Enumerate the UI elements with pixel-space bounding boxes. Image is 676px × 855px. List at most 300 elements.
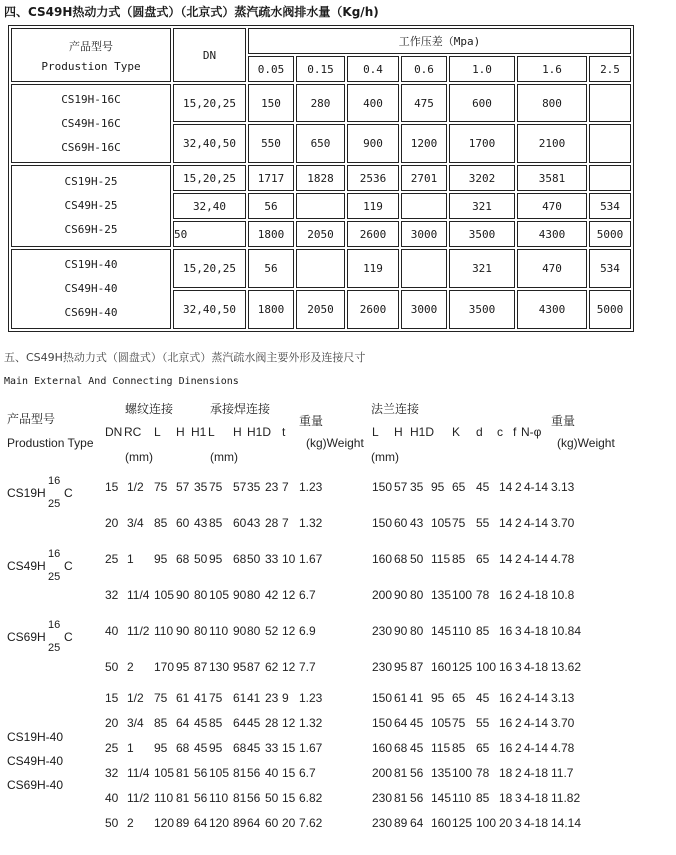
dim-value: 16: [499, 588, 513, 602]
dim-value: 52: [265, 624, 279, 638]
dim-value: 1: [127, 552, 134, 566]
capacity-value: 600: [449, 84, 515, 122]
capacity-value: 4300: [517, 221, 587, 247]
dn-cell: 50: [173, 221, 246, 247]
dim-value: 105: [209, 766, 230, 780]
flange-connection-header: 法兰连接: [371, 402, 420, 416]
dim-value: 85: [452, 552, 466, 566]
model-c: C: [64, 559, 73, 573]
dim-value: 85: [209, 716, 223, 730]
model-name: CS49H-25: [64, 199, 118, 212]
dim-value: 89: [233, 816, 247, 830]
dim-value: 60: [233, 516, 247, 530]
dim-value: 90: [394, 624, 408, 638]
dim-value: 3.13: [551, 691, 575, 705]
dim-value: 35: [194, 480, 208, 494]
dim-value: 95: [394, 660, 408, 674]
dim-value: 81: [176, 791, 190, 805]
dim-value: 32: [105, 766, 119, 780]
dim-value: 10.8: [551, 588, 575, 602]
dim-row: [0, 516, 676, 532]
col-rc: RC: [124, 425, 142, 439]
dim-value: 68: [176, 741, 190, 755]
dim-value: 80: [247, 624, 261, 638]
dim-value: 160: [372, 741, 393, 755]
dim-value: 160: [431, 816, 452, 830]
capacity-value: 119: [347, 249, 399, 288]
dim-value: 7: [282, 516, 289, 530]
dim-value: 95: [209, 741, 223, 755]
dim-value: 14: [499, 552, 513, 566]
dim-value: 4-18: [524, 766, 549, 780]
dim-value: 68: [233, 741, 247, 755]
capacity-value: 534: [589, 249, 631, 288]
dim-value: 43: [247, 516, 261, 530]
dim-value: 33: [265, 741, 279, 755]
dim-value: 85: [476, 624, 490, 638]
capacity-value: 800: [517, 84, 587, 122]
model-sub: 25: [48, 571, 61, 583]
dim-value: 115: [431, 741, 451, 755]
dim-value: 57: [394, 480, 408, 494]
dn-cell: 32,40: [173, 193, 246, 219]
dim-value: 42: [265, 588, 279, 602]
capacity-value: 475: [401, 84, 447, 122]
dim-value: 4.78: [551, 741, 575, 755]
capacity-value: [589, 165, 631, 191]
dim-value: 56: [247, 791, 261, 805]
dim-model-40: CS19H-40: [7, 730, 64, 744]
dim-value: 57: [176, 480, 190, 494]
capacity-value: 1700: [449, 124, 515, 163]
dim-row: [0, 624, 676, 640]
dim-value: 12: [282, 716, 296, 730]
col-c: c: [497, 425, 503, 439]
dim-value: 56: [410, 766, 424, 780]
dim-value: 87: [194, 660, 208, 674]
dim-value: 2: [515, 741, 522, 755]
capacity-value: 2050: [296, 290, 345, 329]
model-sup: 16: [48, 548, 61, 560]
dim-value: 25: [105, 741, 119, 755]
col-l3: L: [372, 425, 379, 439]
dim-value: 45: [247, 716, 261, 730]
dim-value: 145: [431, 624, 452, 638]
dim-value: 90: [176, 624, 190, 638]
weight-header: 重量: [299, 414, 324, 428]
dim-value: 43: [410, 516, 424, 530]
dn-cell: 15,20,25: [173, 165, 246, 191]
dim-value: 12: [282, 660, 296, 674]
capacity-value: 550: [248, 124, 294, 163]
dim-value: 85: [154, 516, 168, 530]
dim-value: 105: [431, 516, 452, 530]
dim-value: 130: [209, 660, 230, 674]
dim-value: 105: [431, 716, 452, 730]
dim-value: 3: [515, 624, 522, 638]
model-name: CS19H-25: [64, 175, 118, 188]
dim-value: 3/4: [127, 716, 144, 730]
dim-value: 90: [233, 624, 247, 638]
dim-value: 75: [154, 691, 168, 705]
dim-value: 160: [372, 552, 393, 566]
dim-value: 230: [372, 791, 393, 805]
dim-value: 89: [394, 816, 408, 830]
dim-value: 150: [372, 516, 393, 530]
col-k: K: [452, 425, 461, 439]
capacity-value: 1717: [248, 165, 294, 191]
dim-value: 11.82: [551, 791, 581, 805]
dim-value: 230: [372, 816, 393, 830]
dn-cell: 32,40,50: [173, 290, 246, 329]
capacity-value: 150: [248, 84, 294, 122]
dim-value: 81: [233, 766, 247, 780]
dim-value: 2: [515, 766, 522, 780]
dim-value: 85: [209, 516, 223, 530]
dim-value: 3.70: [551, 516, 575, 530]
dim-value: 16: [499, 741, 513, 755]
dim-value: 28: [265, 716, 279, 730]
dim-value: 50: [265, 791, 279, 805]
dim-value: 65: [476, 552, 490, 566]
dim-value: 64: [233, 716, 247, 730]
dim-value: 87: [247, 660, 261, 674]
dim-value: 64: [410, 816, 424, 830]
dim-value: 105: [209, 588, 230, 602]
dim-value: 95: [431, 691, 445, 705]
model-base: CS49H: [7, 559, 46, 573]
capacity-value: [296, 249, 345, 288]
dim-value: 100: [476, 816, 497, 830]
capacity-value: 2050: [296, 221, 345, 247]
dim-value: 3/4: [127, 516, 144, 530]
dim-value: 200: [372, 588, 393, 602]
dim-value: 1.67: [299, 552, 323, 566]
col-h3: H: [394, 425, 403, 439]
col-l: L: [154, 425, 161, 439]
dim-value: 4-18: [524, 588, 549, 602]
pressure-3: 0.6: [401, 56, 447, 82]
section5-title: 五、CS49H热动力式（圆盘式）（北京式）蒸汽疏水阀主要外形及连接尺寸: [4, 351, 366, 364]
dim-value: 150: [372, 716, 393, 730]
dim-value: 7.62: [299, 816, 323, 830]
capacity-value: [589, 84, 631, 122]
dim-value: 4-14: [524, 716, 549, 730]
dim-value: 95: [209, 552, 223, 566]
dim-value: 81: [394, 766, 408, 780]
model-name: CS19H-40: [64, 258, 118, 271]
dim-value: 95: [154, 552, 168, 566]
dim-value: 16: [499, 624, 513, 638]
dim-value: 60: [176, 516, 190, 530]
dim-row: [0, 816, 676, 832]
dim-value: 11/2: [127, 624, 150, 638]
dim-value: 20: [105, 716, 119, 730]
dim-value: 68: [394, 741, 408, 755]
capacity-value: [401, 249, 447, 288]
dim-value: 18: [499, 791, 513, 805]
dim-value: 1.32: [299, 516, 323, 530]
dim-value: 68: [233, 552, 247, 566]
capacity-body: [11, 84, 631, 329]
dim-value: 75: [452, 516, 466, 530]
dim-value: 9: [282, 691, 289, 705]
dim-value: 230: [372, 624, 393, 638]
capacity-value: 3202: [449, 165, 515, 191]
dim-value: 110: [452, 624, 472, 638]
capacity-value: 4300: [517, 290, 587, 329]
dim-value: 20: [105, 516, 119, 530]
dim-value: 3: [515, 791, 522, 805]
dim-value: 10: [282, 552, 296, 566]
col-h1d3: H1D: [410, 425, 435, 439]
dn-header: DN: [173, 28, 246, 82]
dim-value: 95: [176, 660, 190, 674]
dim-row: [0, 480, 676, 496]
product-type-header: [11, 28, 171, 82]
dim-value: 75: [154, 480, 168, 494]
col-weight-2: (kg)Weight: [557, 436, 615, 450]
capacity-value: 900: [347, 124, 399, 163]
dim-value: 15: [282, 791, 296, 805]
dim-value: 80: [194, 624, 208, 638]
dim-value: 200: [372, 766, 393, 780]
dim-value: 65: [476, 741, 490, 755]
dim-value: 16: [499, 691, 513, 705]
model-cell: [11, 165, 171, 247]
dim-value: 55: [476, 516, 490, 530]
dim-value: 11/2: [127, 791, 150, 805]
capacity-value: 2600: [347, 290, 399, 329]
model-name: CS49H-16C: [61, 116, 121, 130]
dim-value: 150: [372, 480, 393, 494]
dn-cell: 32,40,50: [173, 124, 246, 163]
capacity-value: 1828: [296, 165, 345, 191]
dim-value: 170: [154, 660, 175, 674]
capacity-value: 400: [347, 84, 399, 122]
dim-value: 45: [410, 716, 424, 730]
capacity-value: 2600: [347, 221, 399, 247]
dim-value: 135: [431, 766, 452, 780]
capacity-value: 3000: [401, 290, 447, 329]
dim-value: 4-14: [524, 552, 549, 566]
dim-value: 2: [127, 660, 134, 674]
product-type-en: Produstion Type: [41, 59, 141, 73]
dim-value: 6.82: [299, 791, 323, 805]
model-sup: 16: [48, 619, 61, 631]
dim-value: 18: [499, 766, 513, 780]
dim-value: 81: [394, 791, 408, 805]
capacity-value: 3500: [449, 290, 515, 329]
dim-row: [0, 741, 676, 757]
dim-value: 64: [247, 816, 261, 830]
dim-value: 2: [515, 588, 522, 602]
capacity-value: 2701: [401, 165, 447, 191]
capacity-value: 56: [248, 193, 294, 219]
pressure-0: 0.05: [248, 56, 294, 82]
capacity-value: 3581: [517, 165, 587, 191]
pressure-6: 2.5: [589, 56, 631, 82]
dim-value: 45: [476, 480, 490, 494]
dim-value: 81: [233, 791, 247, 805]
dim-value: 56: [410, 791, 424, 805]
dim-value: 60: [265, 816, 279, 830]
dim-value: 115: [431, 552, 451, 566]
dn-cell: 15,20,25: [173, 84, 246, 122]
dim-value: 2: [515, 552, 522, 566]
dim-value: 43: [194, 516, 208, 530]
model-name: CS69H-40: [64, 306, 118, 319]
dim-value: 110: [154, 624, 174, 638]
col-h: H: [176, 425, 185, 439]
dim-model-40: CS69H-40: [7, 778, 64, 792]
capacity-value: [296, 193, 345, 219]
model-sub: 25: [48, 642, 61, 654]
dim-value: 81: [176, 766, 190, 780]
dim-value: 95: [154, 741, 168, 755]
dim-value: 61: [233, 691, 247, 705]
dim-value: 64: [194, 816, 208, 830]
dim-value: 6.7: [299, 588, 316, 602]
dim-value: 14: [499, 516, 513, 530]
dim-row: [0, 552, 676, 568]
capacity-value: 5000: [589, 221, 631, 247]
dim-value: 89: [176, 816, 190, 830]
dim-row: [0, 691, 676, 707]
dim-value: 3.70: [551, 716, 575, 730]
dim-value: 12: [282, 588, 296, 602]
dim-value: 95: [431, 480, 445, 494]
dim-value: 1.23: [299, 691, 323, 705]
capacity-value: [589, 124, 631, 163]
capacity-value: 2100: [517, 124, 587, 163]
col-n-phi: N-φ: [521, 425, 542, 439]
dim-value: 15: [105, 691, 119, 705]
dim-value: 13.62: [551, 660, 582, 674]
dim-value: 95: [233, 660, 247, 674]
col-l2: L: [208, 425, 215, 439]
capacity-row: [11, 249, 631, 288]
dim-value: 41: [194, 691, 208, 705]
model-name: CS69H-25: [64, 223, 118, 236]
dim-value: 6.7: [299, 766, 316, 780]
capacity-value: 1200: [401, 124, 447, 163]
model-sup: 16: [48, 475, 61, 487]
dim-value: 3.13: [551, 480, 575, 494]
dim-value: 120: [154, 816, 175, 830]
dim-value: 50: [105, 816, 119, 830]
dim-value: 40: [265, 766, 279, 780]
capacity-value: 3000: [401, 221, 447, 247]
dim-value: 11/4: [127, 588, 150, 602]
dim-value: 23: [265, 480, 279, 494]
capacity-value: 321: [449, 193, 515, 219]
dim-value: 4-18: [524, 816, 549, 830]
dim-value: 33: [265, 552, 279, 566]
unit-mm-2: (mm): [210, 450, 238, 464]
dim-row: [0, 588, 676, 604]
dim-value: 57: [233, 480, 247, 494]
dim-value: 56: [247, 766, 261, 780]
dim-value: 4-14: [524, 741, 549, 755]
dim-value: 2: [515, 516, 522, 530]
col-dn: DN: [105, 425, 123, 439]
dim-value: 100: [476, 660, 497, 674]
dim-value: 25: [105, 552, 119, 566]
dim-value: 50: [410, 552, 424, 566]
dim-value: 160: [431, 660, 452, 674]
dim-value: 1: [127, 741, 134, 755]
dim-value: 4-18: [524, 624, 549, 638]
dim-value: 110: [452, 791, 472, 805]
dim-value: 1.23: [299, 480, 323, 494]
dim-value: 56: [194, 791, 208, 805]
dim-value: 125: [452, 660, 473, 674]
dim-value: 110: [154, 791, 174, 805]
pressure-5: 1.6: [517, 56, 587, 82]
dim-value: 15: [282, 766, 296, 780]
dim-value: 87: [410, 660, 424, 674]
dim-value: 50: [247, 552, 261, 566]
capacity-value: 321: [449, 249, 515, 288]
dim-value: 80: [247, 588, 261, 602]
col-f: f: [513, 425, 517, 439]
dim-value: 120: [209, 816, 230, 830]
dim-product-en: Produstion Type: [7, 436, 94, 450]
dim-value: 110: [209, 624, 229, 638]
dim-value: 32: [105, 588, 119, 602]
dim-value: 75: [452, 716, 466, 730]
capacity-value: 650: [296, 124, 345, 163]
dim-value: 105: [154, 588, 175, 602]
model-sub: 25: [48, 498, 61, 510]
dim-value: 41: [410, 691, 424, 705]
capacity-value: 280: [296, 84, 345, 122]
dim-value: 61: [176, 691, 190, 705]
dim-value: 62: [265, 660, 279, 674]
dim-value: 80: [410, 624, 424, 638]
model-name: CS69H-16C: [61, 140, 121, 154]
pressure-4: 1.0: [449, 56, 515, 82]
dim-value: 20: [282, 816, 296, 830]
dim-value: 125: [452, 816, 473, 830]
dim-value: 78: [476, 588, 490, 602]
dim-row: [0, 766, 676, 782]
dim-value: 15: [105, 480, 119, 494]
dim-value: 1.32: [299, 716, 323, 730]
col-h2: H: [233, 425, 242, 439]
dim-value: 145: [431, 791, 452, 805]
capacity-row: [11, 84, 631, 122]
capacity-value: [401, 193, 447, 219]
dim-value: 2: [515, 716, 522, 730]
dim-value: 61: [394, 691, 408, 705]
dim-value: 35: [410, 480, 424, 494]
capacity-row: [11, 165, 631, 191]
dim-value: 1/2: [127, 480, 144, 494]
socket-weld-header: 承接焊连接: [210, 402, 271, 416]
dim-value: 50: [105, 660, 119, 674]
dim-value: 85: [452, 741, 466, 755]
model-base: CS19H: [7, 486, 46, 500]
pressure-2: 0.4: [347, 56, 399, 82]
dim-value: 4-14: [524, 516, 549, 530]
dim-value: 35: [247, 480, 261, 494]
dim-value: 80: [410, 588, 424, 602]
dim-value: 150: [372, 691, 393, 705]
dim-value: 78: [476, 766, 490, 780]
dim-value: 4-14: [524, 691, 549, 705]
